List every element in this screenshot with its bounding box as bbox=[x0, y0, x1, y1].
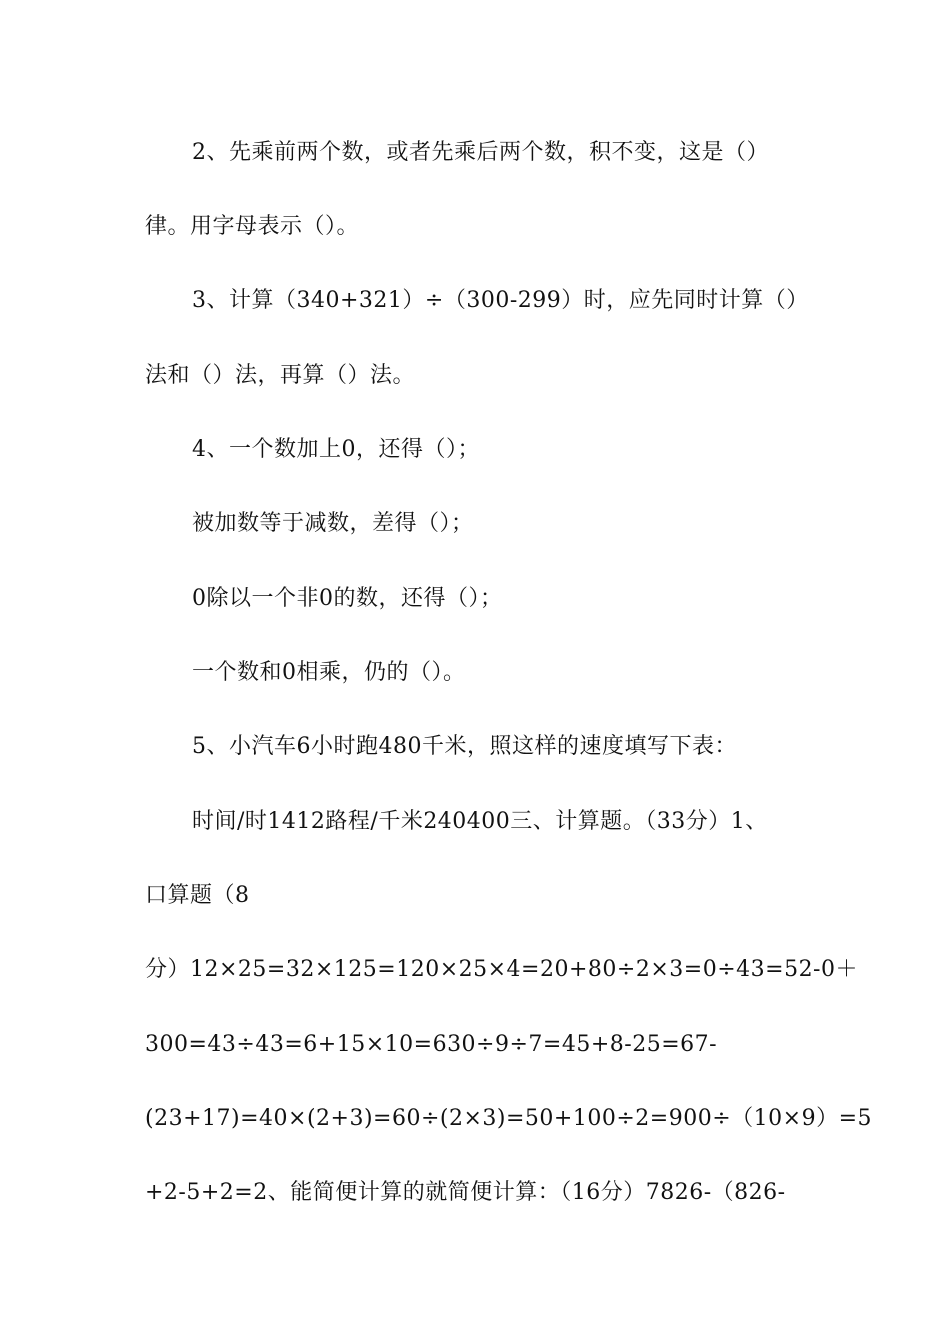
question-2-line-1: 2、先乘前两个数，或者先乘后两个数，积不变，这是（） bbox=[192, 140, 769, 165]
question-4-line-1: 4、一个数加上0，还得（）； bbox=[192, 437, 480, 462]
mental-math-line-3: (23+17)=40×(2+3)=60÷(2×3)=50+100÷2=900÷（10×9）=5 bbox=[145, 1106, 872, 1131]
question-4-line-2: 被加数等于减数，差得（）； bbox=[192, 511, 474, 536]
question-4-line-4: 一个数和0相乘，仍的（）。 bbox=[192, 660, 466, 685]
question-4-line-3: 0除以一个非0的数，还得（）； bbox=[192, 586, 503, 611]
question-3-line-2: 法和（）法，再算（）法。 bbox=[145, 363, 416, 388]
mental-math-heading-line: 口算题（8 bbox=[145, 883, 250, 908]
question-2-line-2: 律。用字母表示（）。 bbox=[145, 214, 360, 239]
mental-math-line-1: 分）12×25=32×125=120×25×4=20+80÷2×3=0÷43=52-0＋ bbox=[145, 957, 858, 982]
table-and-section-3-line: 时间/时1412路程/千米240400三、计算题。（33分）1、 bbox=[192, 809, 768, 834]
question-3-line-1: 3、计算（340+321）÷（300-299）时，应先同时计算（） bbox=[192, 288, 809, 313]
mental-math-line-2: 300=43÷43=6+15×10=630÷9÷7=45+8-25=67- bbox=[145, 1032, 718, 1057]
question-5-line: 5、小汽车6小时跑480千米，照这样的速度填写下表： bbox=[192, 734, 737, 759]
simplify-calc-line: +2-5+2=2、能简便计算的就简便计算：（16分）7826-（826- bbox=[145, 1180, 786, 1205]
